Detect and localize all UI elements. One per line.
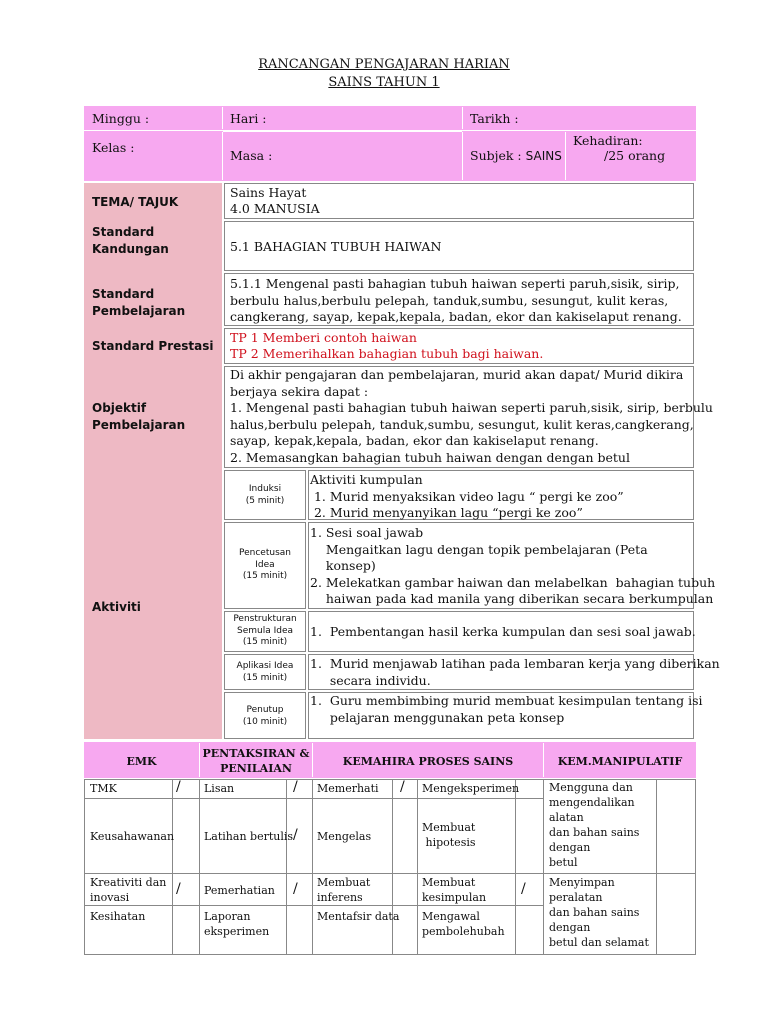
phase-label: Penutup (10 minit) [242,705,288,727]
proses-item: Membuat kesimpulan [422,876,487,904]
proses-item: Membuat inferens [317,876,371,904]
phase-label: Penstrukturan Semula Idea (15 minit) [233,614,297,647]
spr-label: Standard Prestasi [92,339,214,353]
page-title: RANCANGAN PENGAJARAN HARIAN [258,57,510,72]
emk-item: Keusahawanan [90,830,175,843]
manipulatif-header: KEM.MANIPULATIF [557,755,683,768]
kehadiran-value: /25 orang [604,148,666,163]
proses-item: Mengeksperimen [422,782,520,795]
grid-line [656,779,657,955]
phase-text: 1. Guru membimbing murid membuat kesimpulan tentang isi pelajaran menggunakan peta konsep [310,693,703,725]
obj-value: Di akhir pengajaran dan pembelajaran, murid akan dapat/ Murid dikira berjaya sekira dapat : 1. Mengenal pasti bahagian tubuh haiwan seperti paruh,sisik, sirip, berbulu halus,berbulu pelepah, tanduk,sumbu, sesungut, kulit keras,cangkerang, sayap, kepak,kepala, badan, ekor dan kakiselaput renang. 2. Memasangkan bahagian tubuh haiwan dengan dengan betul [230,367,713,465]
pentaksiran-header: PENTAKSIRAN & PENILAIAN [202,747,310,775]
emk-header: EMK [126,755,157,768]
checkmark: / [400,779,405,795]
grid-line [286,779,287,955]
checkmark: / [293,827,298,843]
divider [223,131,462,132]
proses-item: Mentafsir data [317,910,400,923]
spr-line-2: TP 2 Memerihalkan bahagian tubuh bagi haiwan. [230,346,544,361]
subjek-field [470,148,562,163]
divider [462,107,463,129]
minggu-label: Minggu : [92,111,150,126]
checkmark: / [176,779,181,795]
grid-line [312,779,313,955]
divider [222,132,223,180]
tarikh-label: Tarikh : [470,111,519,126]
emk-item: TMK [90,782,117,795]
sp-label: Standard Pembelajaran [92,287,186,318]
subjek-label: Subjek : [470,148,522,163]
grid-line [84,798,543,799]
tema-line-2: 4.0 MANUSIA [230,201,320,216]
sk-value: 5.1 BAHAGIAN TUBUH HAIWAN [230,239,442,254]
checkmark: / [176,881,181,897]
obj-label: Objektif Pembelajaran [92,401,186,432]
page-subtitle: SAINS TAHUN 1 [328,75,440,90]
grid-line [84,873,696,874]
tema-label: TEMA/ TAJUK [92,195,179,209]
phase-text: 1. Murid menjawab latihan pada lembaran kerja yang diberikan secara individu. [310,656,720,688]
header-row-1 [84,106,696,130]
grid-line [84,905,543,906]
sk-label: Standard Kandungan [92,225,169,256]
divider [222,107,223,129]
grid-line [172,779,173,955]
pentaksiran-item: Lisan [204,782,235,795]
manipulatif-item: Menyimpan peralatan dan bahan sains dengan betul dan selamat [549,876,649,949]
kehadiran-label: Kehadiran: [573,133,643,148]
emk-item: Kesihatan [90,910,146,923]
proses-item: Mengelas [317,830,372,843]
phase-label: Aplikasi Idea (15 minit) [236,661,294,683]
grid-line [515,779,516,955]
phase-label: Induksi (5 minit) [245,484,285,506]
phase-text: Aktiviti kumpulan 1. Murid menyaksikan video lagu “ pergi ke zoo” 2. Murid menyanyikan lagu “pergi ke zoo” [310,472,624,520]
subjek-value: SAINS [525,149,562,163]
phase-text: 1. Pembentangan hasil kerka kumpulan dan sesi soal jawab. [310,624,696,639]
pentaksiran-item: Pemerhatian [204,884,275,897]
kelas-label: Kelas : [92,140,135,155]
proses-item: Memerhati [317,782,379,795]
proses-header: KEMAHIRA PROSES SAINS [342,755,514,768]
checkmark: / [293,881,298,897]
grid-line [199,779,200,955]
checkmark: / [293,779,298,795]
emk-item: Kreativiti dan inovasi [90,876,167,904]
manipulatif-item: Mengguna dan mengendalikan alatan dan bahan sains dengan betul [549,781,640,869]
grid-line [417,779,418,955]
divider [462,132,463,180]
pentaksiran-item: Laporan eksperimen [204,910,270,938]
aktiviti-label: Aktiviti [92,600,141,614]
pentaksiran-item: Latihan bertulis [204,830,294,843]
label-column [84,183,222,739]
sp-value: 5.1.1 Mengenal pasti bahagian tubuh haiwan seperti paruh,sisik, sirip, berbulu halus,berbulu pelepah, tanduk,sumbu, sesungut, kulit keras, cangkerang, sayap, kepak,kepala, badan, ekor dan kakiselaput renang. [230,276,682,324]
grid-line [543,779,544,955]
checkmark: / [521,881,526,897]
spr-line-1: TP 1 Memberi contoh haiwan [230,330,417,345]
grid-line [392,779,393,955]
proses-item: Membuat hipotesis [422,821,476,849]
proses-item: Mengawal pembolehubah [422,910,505,938]
phase-text: 1. Sesi soal jawab Mengaitkan lagu dengan topik pembelajaran (Peta konsep) 2. Melekatkan gambar haiwan dan melabelkan bahagian tubuh haiwan pada kad manila yang diberikan secara berkumpulan [310,525,716,606]
hari-label: Hari : [230,111,267,126]
phase-label: Pencetusan Idea (15 minit) [239,548,291,581]
tema-line-1: Sains Hayat [230,185,307,200]
divider [565,132,566,180]
masa-label: Masa : [230,148,273,163]
